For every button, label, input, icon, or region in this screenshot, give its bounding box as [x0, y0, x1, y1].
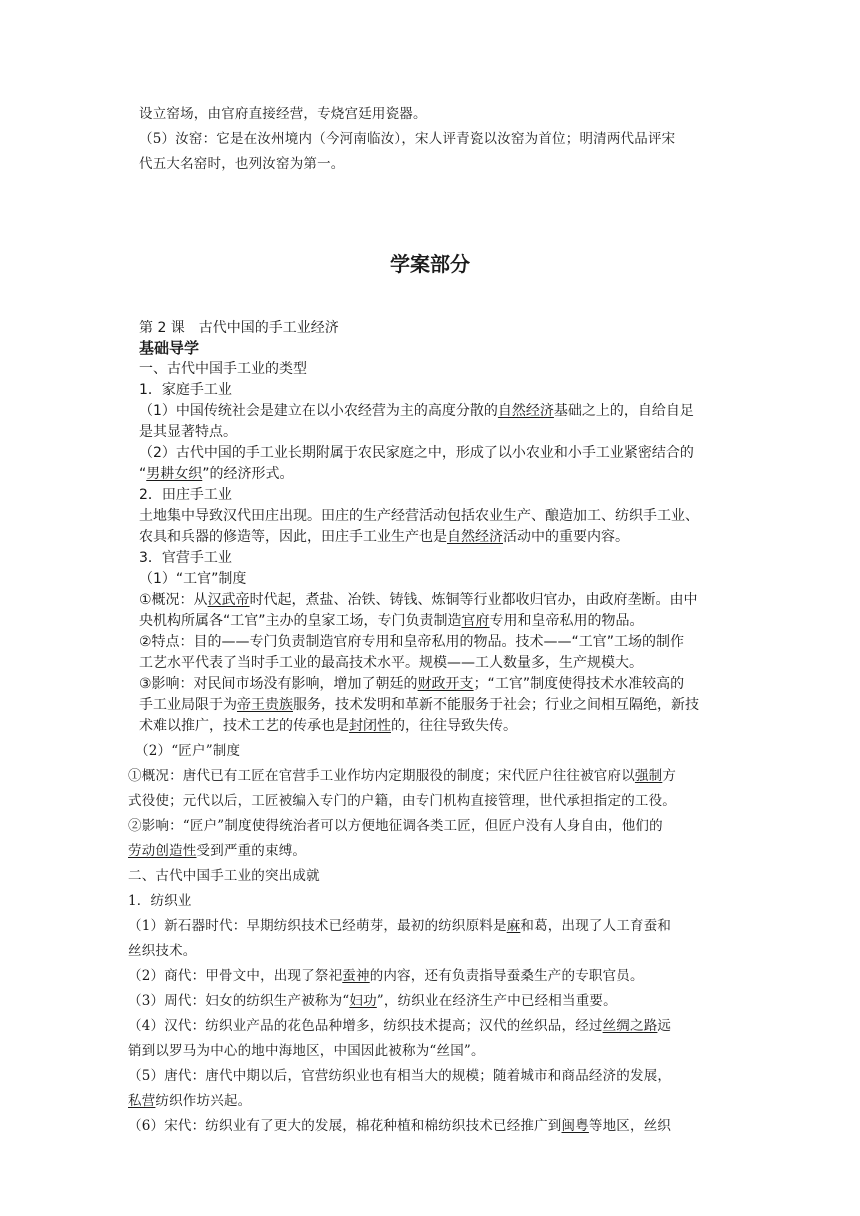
text-line	[139, 464, 294, 484]
text-line: ②特点：目的——专门负责制造官府专用和皇帝私用的物品。技术——“工官”工场的制作	[139, 634, 685, 650]
keyword: 丝绸之路	[602, 1018, 658, 1034]
text-line	[139, 674, 684, 694]
text-line	[128, 841, 306, 861]
keyword: 自然经济	[497, 403, 554, 419]
text-line	[128, 766, 676, 786]
keyword: 劳动创造性	[128, 843, 197, 859]
text: 基础之上的，自给自足	[553, 403, 694, 419]
text: ①概况：唐代已有工匠在官营手工业作坊内定期服役的制度；宋代匠户往往被官府以	[128, 768, 635, 784]
keyword: 官府	[461, 613, 490, 629]
text-line	[128, 916, 671, 936]
text: （1）中国传统社会是建立在以小农经营为主的高度分散的	[139, 403, 498, 419]
text: 纺织作坊兴起。	[155, 1093, 252, 1109]
text-line: 是其显著特点。	[139, 424, 237, 440]
text-line: 土地集中导致汉代田庄出现。田庄的生产经营活动包括农业生产、酿造加工、纺织手工业、	[139, 508, 699, 524]
keyword: 男耕女织	[146, 466, 203, 482]
keyword: 闽粤	[561, 1118, 589, 1134]
text-line: 丝织技术。	[128, 943, 197, 959]
text: 方	[662, 768, 677, 784]
heading: 二、古代中国手工业的突出成就	[128, 868, 320, 884]
text: （1）新石器时代：早期纺织技术已经萌芽，最初的纺织原料是	[128, 918, 507, 934]
keyword: 财政开支	[417, 676, 474, 692]
text-line: ②影响：“匠户”制度使得统治者可以方便地征调各类工匠，但匠户没有人身自由，他们的	[128, 818, 663, 834]
heading: 一、古代中国手工业的类型	[139, 361, 307, 377]
text: 专用和皇帝私用的物品。	[489, 613, 644, 629]
subheading: 3．官营手工业	[139, 550, 232, 566]
text: （6）宋代：纺织业有了更大的发展，棉花种植和棉纺织技术已经推广到	[128, 1118, 562, 1134]
text: ③影响：对民间市场没有影响，增加了朝廷的	[139, 676, 418, 692]
text: 央机构所属各“工官”主办的皇家工场，专门负责制造	[139, 613, 462, 629]
text: 手工业局限于为	[139, 697, 237, 713]
text: 时代起，煮盐、冶铁、铸钱、炼铜等行业都收归官办，由政府垄断。由中	[249, 592, 698, 608]
text: （4）汉代：纺织业产品的花色品种增多，纺织技术提高；汉代的丝织品，经过	[128, 1018, 603, 1034]
subheading: 2．田庄手工业	[139, 487, 232, 503]
text-line	[139, 716, 517, 736]
text-line	[128, 991, 617, 1011]
text: （2）商代：甲骨文中，出现了祭祀	[128, 968, 343, 984]
text-line: 工艺水平代表了当时手工业的最高技术水平。规模——工人数量多，生产规模大。	[139, 655, 643, 671]
keyword: 强制	[634, 768, 663, 784]
text-line	[139, 611, 644, 631]
text-line: 销到以罗马为中心的地中海地区，中国因此被称为“丝国”。	[128, 1043, 485, 1059]
page-title: 学案部分	[390, 252, 470, 276]
keyword: 妇功	[349, 993, 377, 1009]
text: 受到严重的束缚。	[196, 843, 307, 859]
text: ”的经济形式。	[202, 466, 294, 482]
text: 术难以推广，技术工艺的传承也是	[139, 718, 349, 734]
keyword: 蚕神	[342, 968, 370, 984]
keyword: 麻	[506, 918, 521, 934]
text-line	[128, 1116, 671, 1136]
text: 农具和兵器的修造等，因此，田庄手工业生产也是	[139, 529, 447, 545]
text: 和葛，出现了人工育蚕和	[520, 918, 672, 934]
text-line	[139, 695, 699, 715]
text-line	[128, 1091, 251, 1111]
text-line: 式役使；元代以后，工匠被编入专门的户籍，由专门机构直接管理，世代承担指定的工役。	[128, 793, 676, 809]
keyword: 帝王贵族	[237, 697, 293, 713]
text: 服务，技术发明和革新不能服务于社会；行业之间相互隔绝，新技	[293, 697, 699, 713]
text-line: （5）汝窑：它是在汝州境内（今河南临汝），宋人评青瓷以汝窑为首位；明清两代品评宋	[139, 131, 676, 147]
text-line	[128, 966, 644, 986]
section-heading: 基础导学	[139, 339, 200, 357]
keyword: 自然经济	[447, 529, 503, 545]
lesson-title: 第 2 课 古代中国的手工业经济	[139, 320, 339, 336]
keyword: 封闭性	[349, 718, 391, 734]
text-line	[128, 1016, 671, 1036]
text: 的，往往导致失传。	[391, 718, 517, 734]
text: ；“工官”制度使得技术水准较高的	[473, 676, 685, 692]
text: （3）周代：妇女的纺织生产被称为“	[128, 993, 350, 1009]
keyword: 汉武帝	[207, 592, 250, 608]
subheading: 1．家庭手工业	[139, 382, 232, 398]
text-line: 设立窑场，由官府直接经营，专烧宫廷用瓷器。	[139, 106, 427, 122]
text-line: （5）唐代：唐代中期以后，官营纺织业也有相当大的规模；随着城市和商品经济的发展，	[128, 1068, 672, 1084]
text: ①概况：从	[139, 592, 208, 608]
text-line	[139, 590, 698, 610]
text: 等地区，丝织	[588, 1118, 672, 1134]
text: “	[139, 466, 147, 482]
text-line: 代五大名窑时，也列汝窑为第一。	[139, 156, 345, 172]
text: ”，纺织业在经济生产中已经相当重要。	[376, 993, 617, 1009]
text: 的内容，还有负责指导蚕桑生产的专职官员。	[369, 968, 644, 984]
text: 活动中的重要内容。	[503, 529, 629, 545]
subheading: （2）“匠户”制度	[135, 743, 241, 759]
subheading: （1）“工官”制度	[139, 571, 247, 587]
subheading: 1．纺织业	[128, 893, 192, 909]
text-line	[139, 527, 629, 547]
text-line	[139, 401, 694, 421]
keyword: 私营	[128, 1093, 156, 1109]
text: 远	[657, 1018, 672, 1034]
text-line: （2）古代中国的手工业长期附属于农民家庭之中，形成了以小农业和小手工业紧密结合的	[139, 445, 694, 461]
